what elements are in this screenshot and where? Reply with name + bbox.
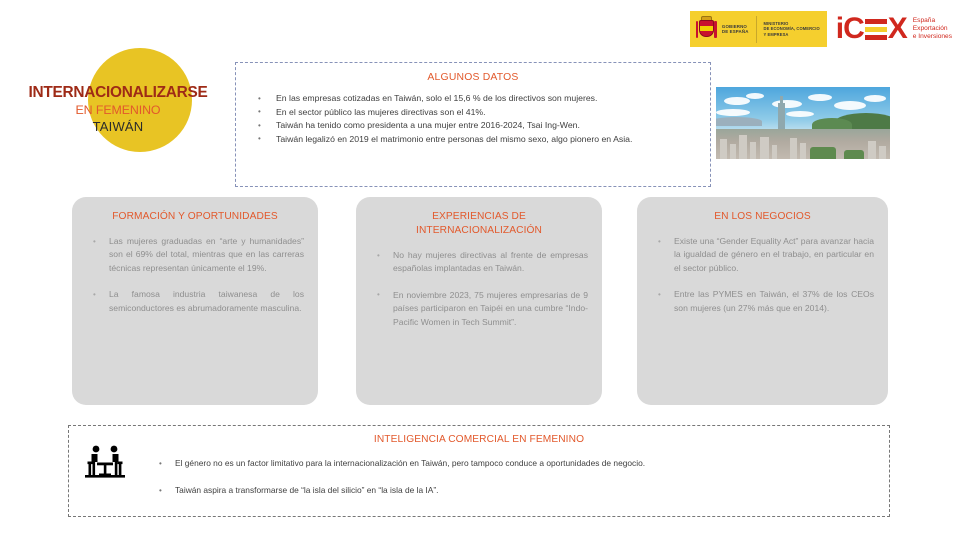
- card-formacion-oportunidades: [72, 197, 318, 405]
- card-title: EXPERIENCIAS DE INTERNACIONALIZACIÓN: [416, 211, 542, 236]
- slide-title-block: [0, 84, 236, 136]
- icex-tag-line-3: e Inversiones: [912, 33, 952, 41]
- icex-tagline: [913, 17, 952, 42]
- key-facts-heading: ALGUNOS DATOS: [427, 72, 519, 83]
- icex-letter-x: X: [887, 12, 907, 45]
- list-item: • Taiwán ha tenido como presidenta a una mujer entre 2016-2024, Tsai Ing-Wen.: [246, 119, 700, 133]
- list-item: • En las empresas cotizadas en Taiwán, solo el 15,6 % de los directivos son mujeres.: [246, 92, 700, 106]
- list-item: • En el sector público las mujeres directivas son el 41%.: [246, 106, 700, 120]
- list-item: • Taiwán legalizó en 2019 el matrimonio entre personas del mismo sexo, algo pionero en Asia.: [246, 133, 700, 147]
- commercial-intelligence-heading: INTELIGENCIA COMERCIAL EN FEMENINO: [373, 434, 585, 445]
- government-line-1: GOBIERNO: [721, 23, 747, 29]
- key-facts-list: [246, 92, 700, 146]
- card-bullet-list: [370, 249, 588, 329]
- card-experiencias-internacionalizacion: [356, 197, 602, 405]
- ministry-line-1: MINISTERIO: [763, 21, 789, 27]
- key-facts-panel: [235, 62, 711, 187]
- commercial-intelligence-panel: [68, 425, 890, 517]
- icex-wordmark: [836, 14, 907, 44]
- logo-divider: [756, 16, 757, 43]
- icex-tag-line-2: Exportación: [912, 24, 948, 32]
- list-item: • Las mujeres graduadas en “arte y humanidades” son el 69% del total, mientras que en las carreras técnicas representan únicamente el 19%.: [86, 235, 304, 275]
- card-bullet-list: [651, 235, 874, 315]
- page-subtitle: EN FEMENINO: [75, 103, 161, 117]
- list-item: • El género no es un factor limitativo para la internacionalización en Taiwán, pero tampoco conduce a oportunidades de negocio.: [151, 457, 877, 470]
- card-bullet-list: [86, 235, 304, 315]
- list-item: • No hay mujeres directivas al frente de empresas españolas implantadas en Taiwán.: [370, 249, 588, 276]
- list-item: • Existe una “Gender Equality Act” para avanzar hacia la igualdad de género en el trabajo, en particular en el sector público.: [651, 235, 874, 275]
- spain-coat-of-arms-icon: [696, 16, 717, 42]
- taipei-skyline-photo: [716, 87, 890, 159]
- commercial-intelligence-list: [81, 457, 877, 497]
- header-logo-bar: [690, 11, 952, 47]
- card-title: EN LOS NEGOCIOS: [714, 211, 811, 222]
- card-en-los-negocios: [637, 197, 888, 405]
- government-line-2: DE ESPAÑA: [721, 29, 749, 34]
- icex-logo: [836, 14, 952, 44]
- spain-government-logo: [690, 11, 827, 47]
- ministry-line-2: DE ECONOMÍA, COMERCIO: [763, 26, 820, 32]
- icex-letter-i: i: [835, 12, 844, 45]
- icex-flag-e-icon: [865, 19, 887, 40]
- ministry-label: [764, 21, 820, 37]
- list-item: • Entre las PYMES en Taiwán, el 37% de los CEOs son mujeres (un 27% más que en 2014).: [651, 288, 874, 315]
- page-title: INTERNACIONALIZARSE: [28, 84, 208, 101]
- government-label: [722, 24, 749, 35]
- icex-tag-line-1: España: [912, 16, 936, 24]
- page-country-label: TAIWÁN: [92, 119, 144, 134]
- card-title: FORMACIÓN Y OPORTUNIDADES: [112, 211, 278, 222]
- list-item: • Taiwán aspira a transformarse de “la isla del silicio” en “la isla de la IA”.: [151, 484, 877, 497]
- ministry-line-3: Y EMPRESA: [763, 31, 789, 37]
- list-item: • En noviembre 2023, 75 mujeres empresarias de 9 países participaron en Taipéi en una cumbre “Indo-Pacific Women in Tech Summit”.: [370, 289, 588, 329]
- icex-letter-c: C: [843, 12, 864, 45]
- meeting-table-icon: [83, 444, 127, 482]
- list-item: • La famosa industria taiwanesa de los semiconductores es abrumadoramente masculina.: [86, 288, 304, 315]
